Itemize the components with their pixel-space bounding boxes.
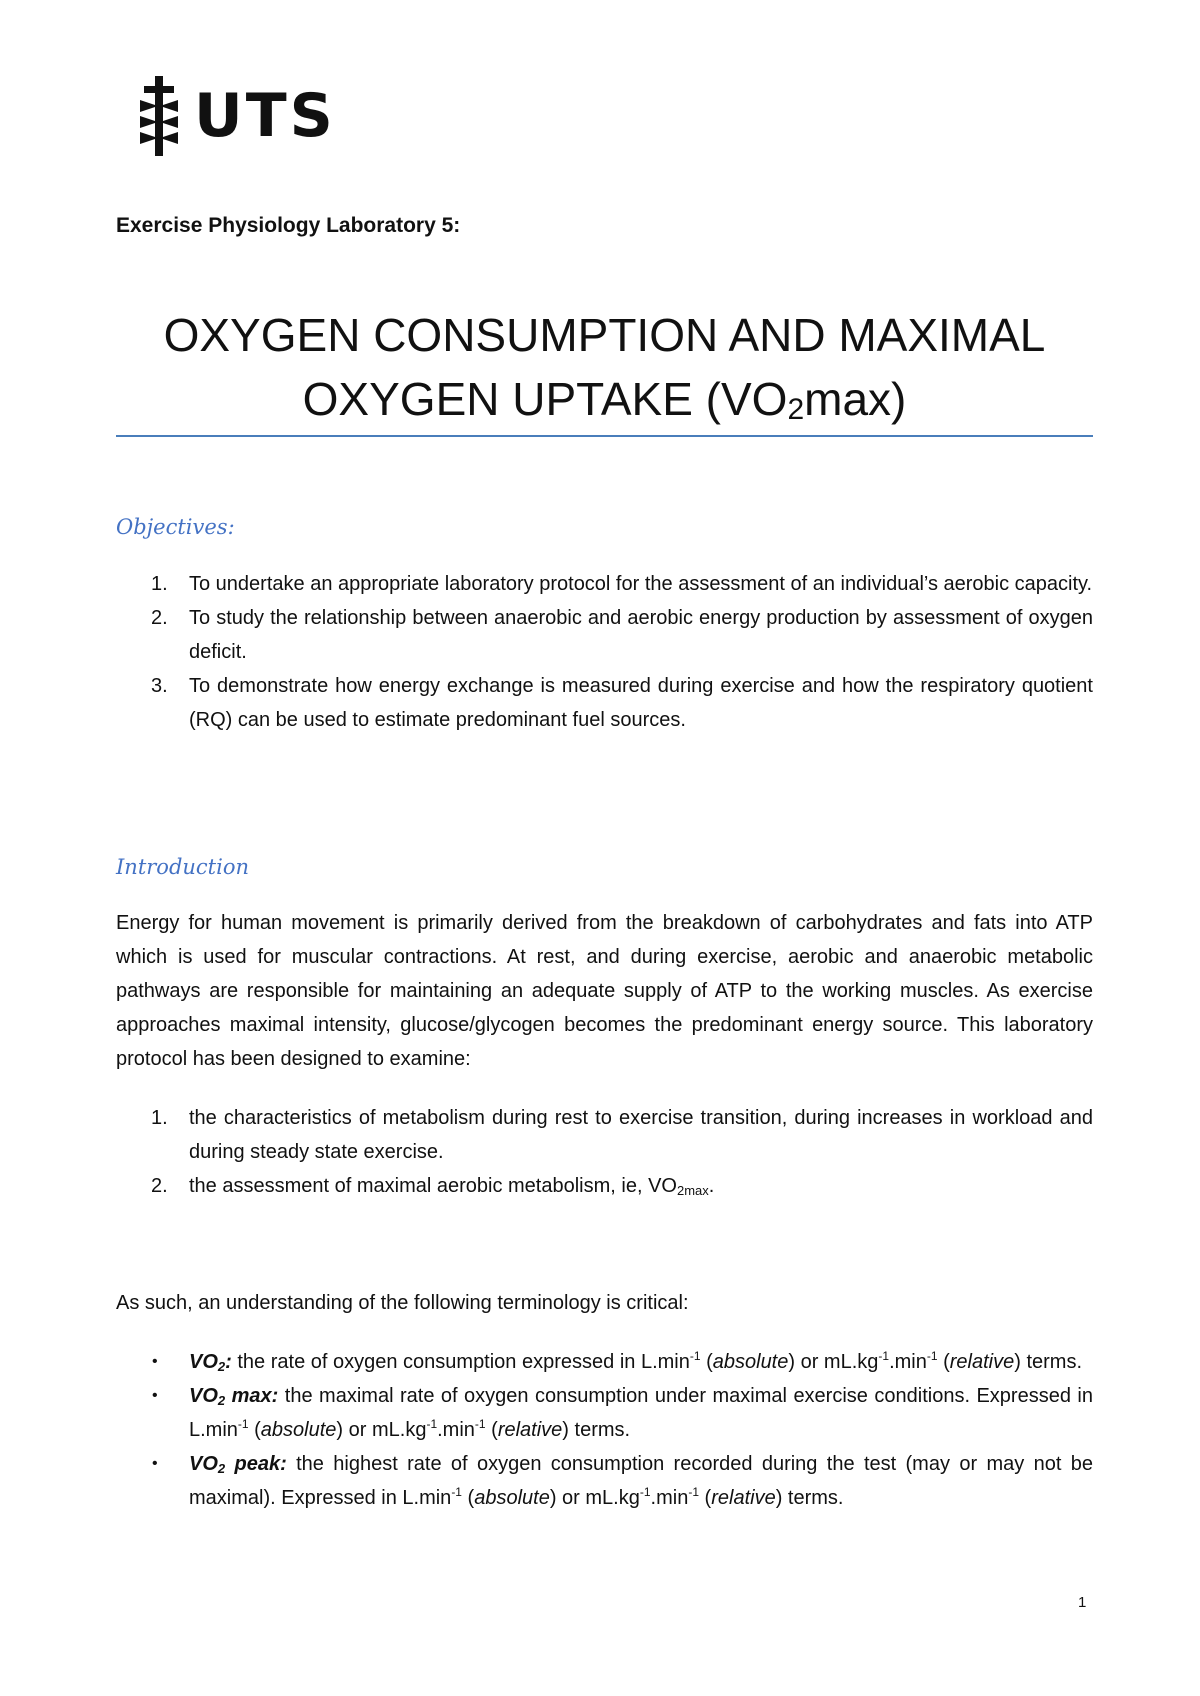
bullet-icon: • [152, 1455, 158, 1472]
list-item: • $VO_2$ max: the maximal rate of oxygen consumption under maximal exercise conditions. Expressed in $L.\min^{-1}$ (absolute) or $mL.kg^{-1}.\min^{-1}$ (relative) terms. [116, 1379, 1093, 1447]
objectives-heading: Objectives: [116, 515, 235, 539]
list-item: 2. To study the relationship between anaerobic and aerobic energy production by assessment of oxygen deficit. [151, 607, 1093, 663]
list-item: • $VO_2$ peak: the highest rate of oxygen consumption recorded during the test (may or may not be maximal). Expressed in $L.\min^{-1}$ (absolute) or $mL.kg^{-1}.\min^{-1}$ (relative) terms. [116, 1447, 1093, 1515]
title-line-1: OXYGEN CONSUMPTION AND MAXIMAL [163, 309, 1046, 361]
introduction-heading: Introduction [116, 855, 249, 879]
list-item: • $VO_2$: the rate of oxygen consumption expressed in $L.\min^{-1}$ (absolute) or $mL.kg^{-1}.\min^{-1}$ (relative) terms. [116, 1345, 1093, 1379]
objectives-list [116, 567, 1093, 737]
list-item: 2. the assessment of maximal aerobic metabolism, ie, $VO_{2max}$. [151, 1175, 715, 1198]
list-item: 1. To undertake an appropriate laboratory protocol for the assessment of an individual’s aerobic capacity. [151, 573, 1093, 595]
title-divider [116, 435, 1093, 437]
page-title [116, 303, 1093, 431]
lab-label: Exercise Physiology Laboratory 5: [116, 214, 461, 237]
terminology-list [116, 1345, 1093, 1515]
uts-logo [136, 76, 336, 156]
uts-crest-icon [136, 76, 182, 156]
logo-wordmark: UTS [194, 81, 336, 151]
list-item: 3. To demonstrate how energy exchange is measured during exercise and how the respiratory quotient (RQ) can be used to estimate predominant fuel sources. [151, 675, 1093, 731]
bullet-icon: • [152, 1353, 158, 1370]
bullet-icon: • [152, 1387, 158, 1404]
page-number: 1 [1078, 1594, 1087, 1611]
title-line-2: OXYGEN UPTAKE $(VO_2\max)$ [302, 373, 907, 426]
introduction-paragraph: Energy for human movement is primarily derived from the breakdown of carbohydrates and fats into ATP which is used for muscular contractions. At rest, and during exercise, aerobic and anaerobic metabolic pathways are responsible for maintaining an adequate supply of ATP to the working muscles. As exercise approaches maximal intensity, glucose/glycogen becomes the predominant energy source. This laboratory protocol has been designed to examine: [116, 912, 1093, 1070]
terminology-intro: As such, an understanding of the following terminology is critical: [116, 1292, 689, 1314]
list-item: 1. the characteristics of metabolism during rest to exercise transition, during increases in workload and during steady state exercise. [151, 1107, 1093, 1163]
introduction-list [116, 1101, 1093, 1203]
